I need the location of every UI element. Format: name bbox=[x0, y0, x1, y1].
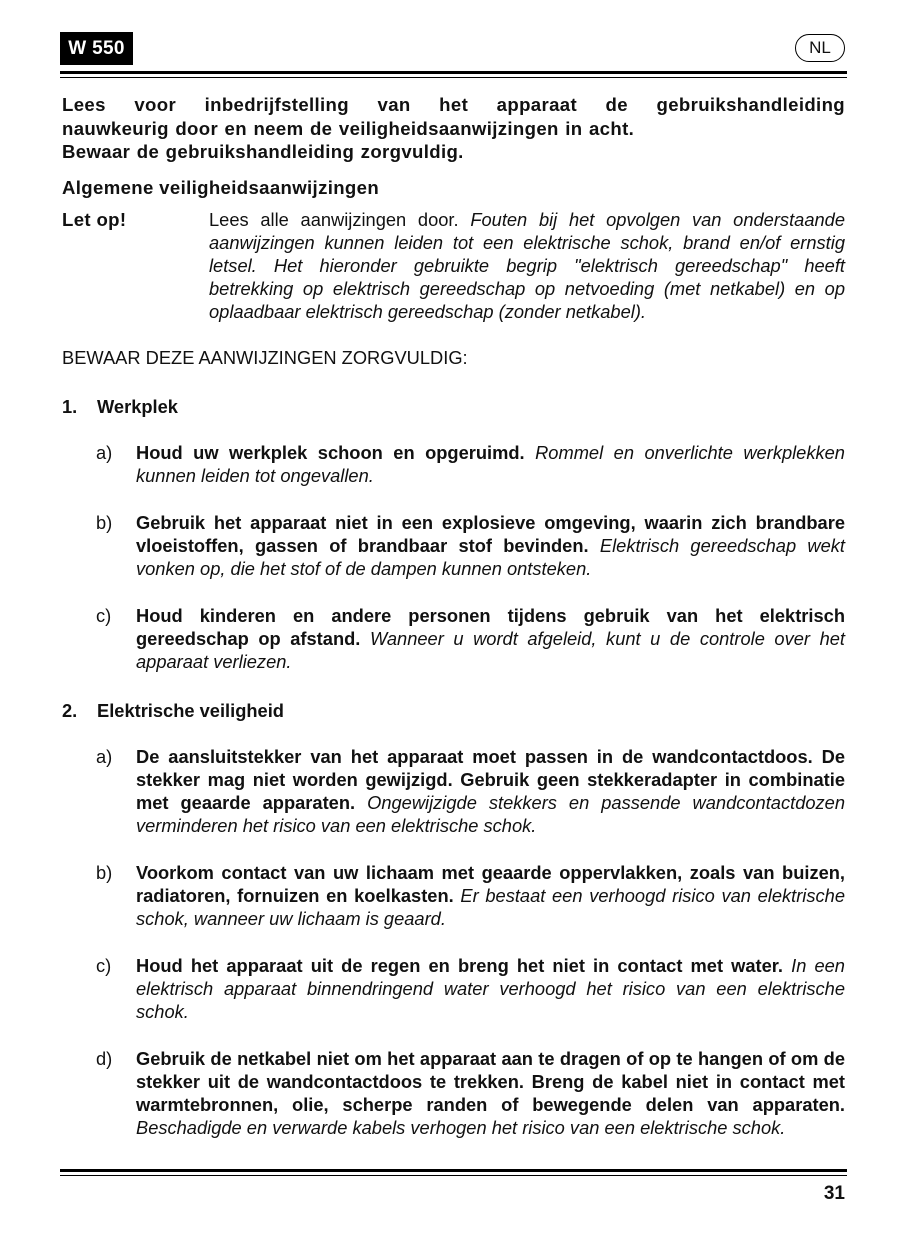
chapter-title: Werkplek bbox=[97, 395, 178, 417]
list-item bbox=[62, 745, 845, 837]
item-italic: In een elektrisch apparaat binnendringend water verhoogd het risico van een elektrische schok. bbox=[136, 954, 845, 1022]
item-italic: Ongewijzigde stekkers en passende wandcontactdozen verminderen het risico van een elektrische schok. bbox=[136, 791, 845, 836]
language-badge: NL bbox=[795, 34, 845, 62]
warning-label: Let op! bbox=[62, 208, 127, 230]
item-bold: Gebruik het apparaat niet in een explosieve omgeving, waarin zich brandbare vloeistoffen, gassen of brandbaar stof bevinden. bbox=[136, 511, 845, 556]
warning-text bbox=[209, 208, 845, 323]
item-letter: b) bbox=[96, 861, 113, 883]
chapter-heading bbox=[62, 395, 845, 418]
item-bold: Houd het apparaat uit de regen en breng het niet in contact met water. bbox=[136, 954, 783, 976]
item-letter: a) bbox=[96, 745, 113, 767]
item-text bbox=[136, 441, 845, 487]
page-number: 31 bbox=[823, 1183, 845, 1204]
item-italic: Beschadigde en verwarde kabels verhogen het risico van een elektrische schok. bbox=[136, 1116, 786, 1138]
chapter-heading bbox=[62, 699, 845, 722]
chapter-number: 1. bbox=[62, 395, 78, 417]
warning-text-normal: Lees alle aanwijzingen door. bbox=[209, 208, 471, 230]
item-text bbox=[136, 604, 845, 673]
section-title: Algemene veiligheidsaanwijzingen bbox=[62, 176, 380, 198]
item-letter: a) bbox=[96, 441, 113, 463]
item-letter: d) bbox=[96, 1047, 113, 1069]
item-text bbox=[136, 954, 845, 1023]
item-bold: Houd uw werkplek schoon en opgeruimd. bbox=[136, 441, 525, 463]
header-rule-thin bbox=[60, 77, 847, 78]
item-letter: b) bbox=[96, 511, 113, 533]
item-bold: Voorkom contact van uw lichaam met geaarde oppervlakken, zoals van buizen, radiatoren, fornuizen en koelkasten. bbox=[136, 861, 845, 906]
item-italic: Er bestaat een verhoogd risico van elektrische schok, wanneer uw lichaam is geaard. bbox=[136, 884, 845, 929]
list-item bbox=[62, 1047, 845, 1139]
item-letter: c) bbox=[96, 604, 112, 626]
item-letter: c) bbox=[96, 954, 112, 976]
intro-line: Bewaar de gebruikshandleiding zorgvuldig. bbox=[62, 141, 464, 162]
list-item bbox=[62, 954, 845, 1023]
footer-rule bbox=[60, 1169, 847, 1172]
item-italic: Wanneer u wordt afgeleid, kunt u de controle over het apparaat verliezen. bbox=[136, 627, 845, 672]
chapter-number: 2. bbox=[62, 699, 78, 721]
item-text bbox=[136, 1047, 845, 1139]
model-badge: W 550 bbox=[60, 32, 133, 65]
item-bold: Gebruik de netkabel niet om het apparaat aan te dragen of op te hangen of om de stekker uit de wandcontactdoos te trekken. Breng de kabel niet in contact met warmtebronnen, olie, scherpe randen of bewegende delen van apparaten. bbox=[136, 1047, 845, 1115]
item-bold: De aansluitstekker van het apparaat moet passen in de wandcontactdoos. De stekker mag niet worden gewijzigd. Gebruik geen stekkeradapter in combinatie met geaarde apparaten. bbox=[136, 745, 845, 813]
list-item bbox=[62, 511, 845, 580]
warning-block bbox=[62, 208, 845, 323]
warning-text-italic: Fouten bij het opvolgen van onderstaande aanwijzingen kunnen leiden tot een elektrische schok, brand en/of ernstig letsel. Het hieronder gebruikte begrip "elektrisch gereedschap" heeft betrekking op elektrisch gereedschap op netvoeding (met netkabel) en op oplaadbaar elektrisch gereedschap (zonder netkabel). bbox=[209, 208, 845, 322]
item-text bbox=[136, 861, 845, 930]
chapter-title: Elektrische veiligheid bbox=[97, 699, 284, 721]
intro-text bbox=[62, 93, 845, 164]
item-italic: Rommel en onverlichte werkplekken kunnen leiden tot ongevallen. bbox=[136, 441, 845, 486]
list-item bbox=[62, 441, 845, 487]
item-text bbox=[136, 511, 845, 580]
keep-instructions: BEWAAR DEZE AANWIJZINGEN ZORGVULDIG: bbox=[62, 346, 468, 368]
page-content bbox=[62, 93, 845, 1139]
footer-rule-thin bbox=[60, 1175, 847, 1176]
intro-line: Lees voor inbedrijfstelling van het apparaat de gebruikshandleiding bbox=[62, 94, 845, 115]
intro-line: nauwkeurig door en neem de veiligheidsaanwijzingen in acht. bbox=[62, 117, 635, 139]
list-item bbox=[62, 861, 845, 930]
item-italic: Elektrisch gereedschap wekt vonken op, die het stof of de dampen kunnen ontsteken. bbox=[136, 534, 845, 579]
list-item bbox=[62, 604, 845, 673]
item-bold: Houd kinderen en andere personen tijdens gebruik van het elektrisch gereedschap op afstand. bbox=[136, 604, 845, 649]
header-rule bbox=[60, 71, 847, 74]
item-text bbox=[136, 745, 845, 837]
